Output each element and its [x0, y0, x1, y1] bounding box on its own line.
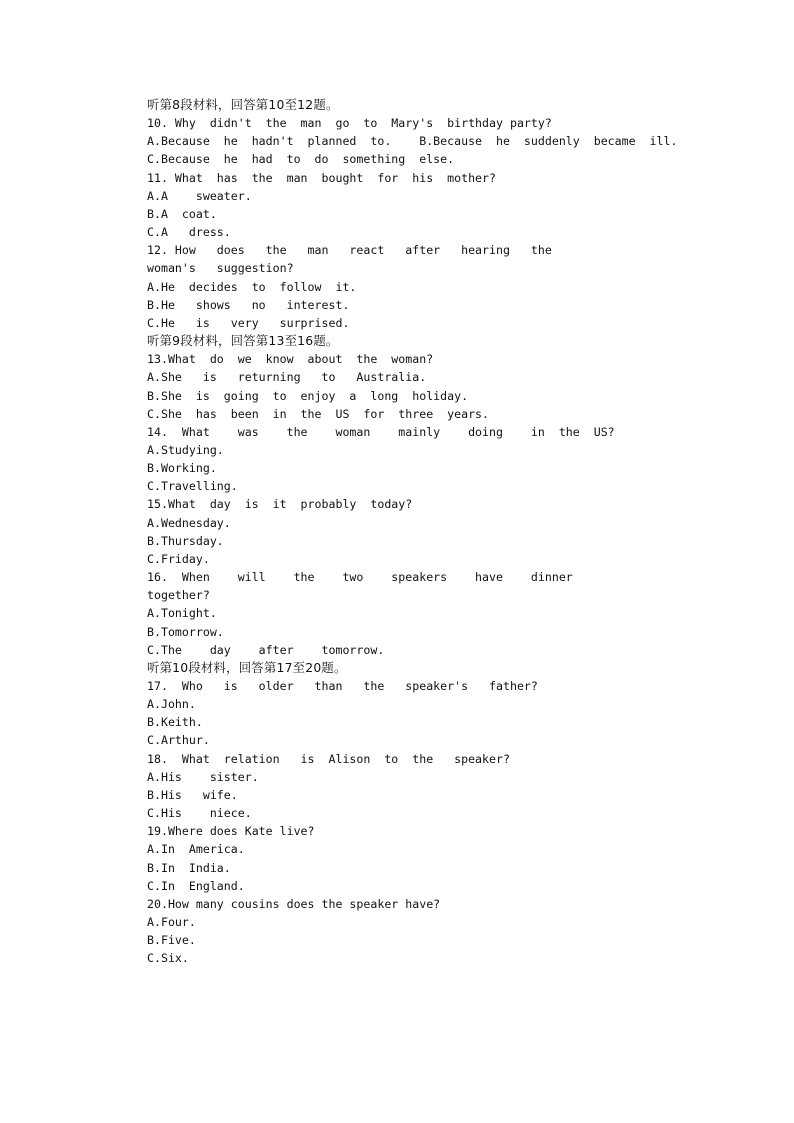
answer-option: A.In America. — [147, 842, 245, 857]
question-stem: 19.Where does Kate live? — [147, 824, 315, 839]
answer-option: C.In England. — [147, 878, 245, 893]
exam-page — [147, 96, 707, 968]
answer-option: B.A coat. — [147, 206, 217, 221]
section-heading: 听第10段材料，回答第17至20题。 — [147, 659, 347, 675]
answer-option: C.The day after tomorrow. — [147, 642, 385, 657]
answer-option: C.Because he had to do something else. — [147, 152, 455, 167]
question-stem: 17. Who is older than the speaker's father? — [147, 679, 538, 693]
question-stem: 13.What do we know about the woman? — [147, 352, 434, 367]
question-stem: 15.What day is it probably today? — [147, 497, 413, 512]
answer-option: A.Tonight. — [147, 606, 217, 621]
question-stem: 11. What has the man bought for his mother? — [147, 170, 497, 185]
answer-option: A.Studying. — [147, 442, 224, 457]
answer-option: A.John. — [147, 697, 196, 712]
answer-option: C.She has been in the US for three years. — [147, 406, 490, 421]
question-stem: 12. How does the man react after hearing the — [147, 243, 552, 258]
answer-option: B.Working. — [147, 461, 217, 476]
answer-option: C.Arthur. — [147, 733, 210, 748]
answer-option: C.He is very surprised. — [147, 315, 350, 330]
answer-option: C.His niece. — [147, 806, 252, 821]
answer-option: A.His sister. — [147, 769, 259, 784]
answer-option: A.She is returning to Australia. — [147, 370, 427, 385]
answer-option: B.His wife. — [147, 787, 238, 802]
question-stem: 14. What was the woman mainly doing in the US? — [147, 424, 615, 439]
answer-option: C.A dress. — [147, 225, 231, 240]
answer-option: A.A sweater. — [147, 188, 252, 203]
section-heading: 听第9段材料，回答第13至16题。 — [147, 333, 339, 349]
answer-option: A.Because he hadn't planned to. B.Because he suddenly became ill. — [147, 134, 678, 149]
section-heading: 听第8段材料，回答第10至12题。 — [147, 97, 339, 112]
answer-option: C.Friday. — [147, 551, 210, 566]
answer-option: C.Travelling. — [147, 479, 238, 494]
answer-option: A.He decides to follow it. — [147, 279, 357, 294]
answer-option: B.In India. — [147, 860, 231, 875]
question-stem: 18. What relation is Alison to the speaker? — [147, 751, 510, 766]
answer-option: B.Five. — [147, 933, 196, 948]
question-stem-continued: together? — [147, 588, 210, 603]
answer-option: B.She is going to enjoy a long holiday. — [147, 388, 469, 403]
question-stem: 20.How many cousins does the speaker have? — [147, 896, 441, 911]
answer-option: C.Six. — [147, 951, 189, 966]
answer-option: B.He shows no interest. — [147, 297, 350, 312]
answer-option: A.Wednesday. — [147, 515, 231, 530]
question-stem: 16. When will the two speakers have dinner — [147, 570, 573, 585]
answer-option: B.Thursday. — [147, 533, 224, 548]
answer-option: A.Four. — [147, 915, 196, 930]
question-stem-continued: woman's suggestion? — [147, 261, 294, 276]
answer-option: B.Tomorrow. — [147, 624, 224, 639]
question-stem: 10. Why didn't the man go to Mary's birthday party? — [147, 116, 552, 131]
answer-option: B.Keith. — [147, 715, 203, 730]
